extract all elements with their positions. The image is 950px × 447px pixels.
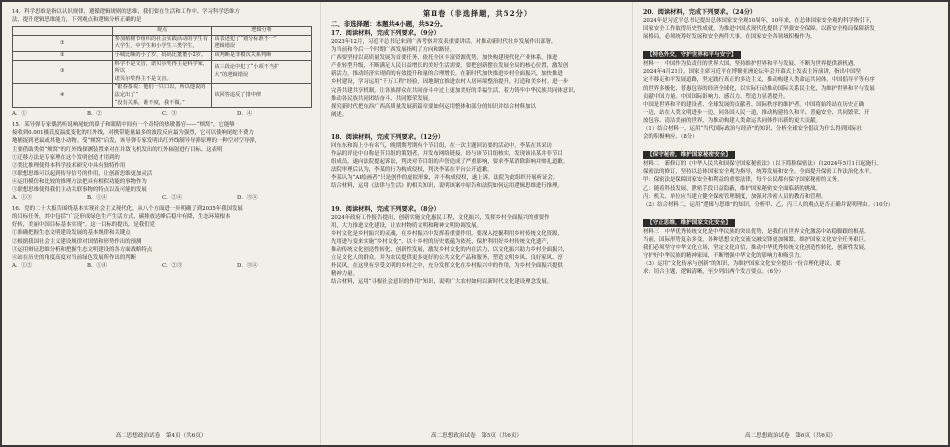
q17-text [331, 38, 624, 119]
q19-line: 乡村文化是乡村振兴的灵魂，在乡村振兴中发挥着重要作用，要深入挖掘利用乡村传统文化资源， [331, 230, 563, 237]
row-number: ② [13, 51, 113, 60]
view-line: 科学不是文盲，诺贝尔奖得主是科学家，所以 [114, 60, 209, 75]
q18-line: 作品的评论中自称是节目组的策划者，并发布网络链接。经与该节目组核实，发现该出某并非节目 [331, 151, 563, 158]
material-1 [643, 60, 940, 125]
view-line: 法定出了” [114, 91, 139, 98]
q19-heading: 19．阅读材料，完成下列要求。（8分） [331, 205, 440, 213]
sub-question-3 [643, 260, 940, 276]
table-row [13, 60, 312, 84]
q17-line: 产业转型升级，不断满足人民日益增长的美好生活需要。要把创新摆在发展全局的核心位置，激发创 [331, 63, 569, 70]
q16-line: 好转，美丽中国目标基本实现”。这一目标的提出，是我们党 [12, 222, 155, 229]
q17-line: 新活力，推动经济实现质的有效提升和量的合理增长。在新时代加快推进乡村全面振兴，加快推进 [331, 71, 563, 78]
section-tag-diplomacy: 【特色外交，守护世界和平与安宁】 [643, 51, 741, 59]
q14-table-header-num [13, 27, 113, 36]
q16-item-line: ④站在历史的角度高度对当前绿色发展所作出的判断 [12, 254, 136, 261]
page5-footer: 高二思想政治试卷 第5页（共6页） [430, 433, 523, 439]
analysis-line: 该表述犯了“划分标准不一” [214, 35, 277, 42]
material-1-line: 放包容、清洁美丽的世界，为推动构建人类命运共同体作出新的更大贡献。 [643, 117, 821, 124]
row-view [112, 51, 212, 60]
material-1-line: 材料一 中国作为负责任的世界大国，坚持维护世界和平与发展，不断为世界提供新机遇。 [643, 61, 859, 68]
q15-line: 地捕捉到老鼠或其他小动物。受“颊窝”启发，该导弹专家发明出红外线制导导弹原理的一种空对空导弹， [12, 138, 261, 145]
q15-item-line: ①迁移方法是专家理在这个发明创造才用到的 [12, 154, 120, 161]
q14-option-d[interactable]: D．④ [237, 111, 253, 118]
sub-question-1-line: 会的积极响应。（8分） [643, 134, 698, 141]
view-line: 参加植树节组织的社会实践活动的学生有 [114, 35, 209, 42]
q15-item-line: ⑤联想思维使得我们主动关联事物的特点以及可能的发展 [12, 186, 147, 193]
exam-page-6 [632, 2, 948, 445]
material-2-line: 甲：保密法是保障国家安全和利益的重要法律，每个公民都有保守国家秘密的义务。 [643, 177, 843, 184]
q16-item-line: ③运用辩证思维分析和把握生态文明建设的各方面战略特点 [12, 246, 153, 253]
q15-text [12, 121, 312, 194]
analysis-line: 大”的逻辑错误 [214, 71, 249, 78]
q17-line: 2023年12月，习近平总书记来到广西考察并发表重要讲话，对推动新时代壮乡发展作出部署， [331, 39, 557, 45]
view-line: 诺贝尔奖得主不是文盲。 [114, 75, 172, 82]
q15-option-d[interactable]: D．③④ [237, 195, 258, 202]
q14-options [12, 110, 312, 118]
row-view [112, 60, 212, 84]
q14-option-b[interactable]: B．② [87, 111, 102, 118]
q16-item-line: ②根据我国社会主义建设规律对国情和形势作出的预测 [12, 238, 142, 245]
material-2-line: 材料二 新修订的《中华人民共和国保守国家秘密法》（以下简称保密法）自2024年5月1日起施行。 [643, 161, 882, 168]
view-line: “银春茶说：他们一只口以，所以他说的 [114, 84, 206, 91]
q18-line: 法院审理后认为，李某的行为构成侵权，判决李某在平台公开道歉。 [331, 167, 493, 174]
q15-line: 接收到0.001摄氏度温度变化的红外线，对携带能量最多的波段反应最为强烈，它可以使响尾蛇不费力 [12, 130, 254, 137]
view-line: 大学生，中学生和小学生三类学生。 [114, 43, 198, 50]
material-3 [643, 228, 940, 260]
q15-option-b[interactable]: B．①④ [87, 195, 108, 202]
exam-page-5 [320, 2, 632, 445]
q19-line: 精神力量。 [331, 271, 358, 278]
q15-option-a[interactable]: A．①③ [12, 195, 33, 202]
q14-option-a[interactable]: A．① [12, 111, 27, 118]
q19-line: 立足文化人的群众，并为农民提供更多更好的公共文化产品和服务，塑造文明乡风、良好家风、淳 [331, 254, 563, 261]
table-row [13, 51, 312, 60]
q18-text [331, 142, 624, 191]
answer-space[interactable] [331, 191, 624, 205]
q15-item-line: ④运用模仿和比较的推理方法把具有相似功能的事物作为 [12, 178, 147, 185]
q17-line: 为当前和今后一个时期广西发展指明了方向和路径。 [331, 47, 455, 54]
material-1-line: 贡献中国力量。中国国际影响力、感召力、塑造力显著提升。 [643, 93, 789, 100]
q16-options [12, 262, 312, 270]
q16-option-a[interactable]: A．①② [12, 262, 33, 269]
q17-line: 推动各民族共同团结奋斗、共同繁荣发展。 [331, 95, 434, 102]
row-analysis [212, 35, 312, 51]
q19-line: 先用进与变来实施“乡村文化”，以十乡村的历史底蕴为依托，保护利用好乡村传统文化遗产， [331, 238, 553, 245]
section-tag-secrecy: 【保守秘密，维护国家秘密安全】 [643, 151, 735, 159]
sub-question-3-line: （3）运用“文化传承与创新”的知识，为维护国家文化安全提出一份合理化建议。要 [643, 261, 841, 268]
volume-title: 第Ⅱ卷（非选择题，共52分） [422, 9, 533, 18]
material-3-line: 当前，国际形势复杂多变，各种思想文化交流交融交锋更加频繁，维护国家文化安全任务艰巨。 [643, 236, 870, 243]
q14-table [12, 26, 312, 108]
material-2-line: 丙：机关、单位应当建立健全保密管理制度，加强对涉密人员的教育和管理。 [643, 193, 827, 200]
q14-table-header-analysis: 逻辑分析 [212, 27, 312, 36]
sub-question-2 [643, 201, 940, 209]
q18-heading: 18．阅读材料，完成下列要求。（12分） [331, 133, 445, 141]
q14-option-c[interactable]: C．③ [162, 111, 177, 118]
q19-line: 用，大力推进文化建设，让农村物质文明和精神文明协调发展。 [331, 222, 482, 229]
material-1-line: 2024年4月21日，国家主席习近平在博鳌亚洲论坛年会开幕式上发表主旨演讲，指出中国坚 [643, 69, 862, 76]
q15-item-line: ③联想思维可以起到传导信号的作用，让创新思维更加灵活 [12, 170, 153, 177]
section-title: 二、非选择题：本题共4小题，共52分。 [331, 20, 447, 28]
q18-line: 组成员，遂向法院提起诉讼，判决对节目组的声誉造成了严重影响，要求李某消除影响并赔礼道歉。 [331, 159, 569, 166]
q16-option-d[interactable]: D．③④ [237, 262, 258, 269]
table-row [13, 35, 312, 51]
sub-question-1-line: （1）结合材料一，运用“当代国际政治与经济”的知识，分析全球安全倡议为什么得到国际社 [643, 126, 863, 133]
row-analysis [212, 60, 312, 84]
q16-item-line: ①准确把握生态文明建设发展的基本规律和关键点 [12, 230, 131, 237]
q19-text [331, 214, 624, 287]
row-analysis [212, 84, 312, 108]
q14-stem [12, 8, 312, 24]
row-number: ③ [13, 60, 113, 84]
q20-intro-line: 2024年是习近平总书记提出总体国家安全观10周年。10年来，在总体国家安全观的科学指引下， [643, 18, 876, 24]
q20-heading: 20．阅读材料，完成下列要求。（24分） [643, 9, 757, 16]
q16-option-b[interactable]: B．①④ [87, 262, 108, 269]
table-row [13, 84, 312, 108]
sub-question-3-line: 求：切合主题，逻辑清晰，至少列出两个发言要点。（6分） [643, 269, 784, 276]
exam-page-4 [2, 2, 320, 445]
row-number: ④ [13, 84, 113, 108]
q16-option-c[interactable]: C．②③ [162, 262, 183, 269]
q17-heading: 17．阅读材料，完成下列要求。（9分） [331, 30, 440, 37]
q16-line: 的目标任务，其中包括“广泛形成绿色生产生活方式，碳排放达峰后稳中有降，生态环境根本 [12, 214, 231, 221]
material-2 [643, 160, 940, 200]
q14-stem-line: 法，提升逻辑思维能力，下列观点和逻辑分析正确的是 [12, 17, 142, 24]
q15-option-c[interactable]: C．②④ [162, 195, 183, 202]
analysis-line: 该三段论中犯了“小项不当扩 [214, 64, 280, 71]
q18-line: 结合材料，运用《法律与生活》的相关知识，说明该案中原告和法院如何运用逻辑思维进行推理。 [331, 183, 563, 190]
row-analysis [212, 51, 312, 60]
q17-line: 探究新时代把东西广西高质量发展新篇章要如何运用整体和部分的知识并结合材料加以 [331, 103, 536, 110]
analysis-line: 该判断是非模次关系判断 [214, 51, 272, 58]
q15-item-line: ②类比推理使得本科学技术研究中具有独特作用 [12, 162, 126, 169]
q15-options [12, 194, 312, 202]
q16-text [12, 205, 312, 262]
q17-line: 阐述。 [331, 111, 348, 118]
analysis-line: 该回答违反了排中律 [214, 91, 262, 98]
row-view [112, 35, 212, 51]
q19-line: 结合材料，运用“寻根社会意识的作用”知识，说明广大农村如何以新时代文化建设理念发展。 [331, 279, 553, 286]
material-2-line: 保密法的修订，坚持以总体国家安全观为指导，统筹发展和安全，全面提升保密工作法治化水平。 [643, 169, 875, 176]
q14-table-header-view: 观点 [112, 27, 212, 36]
q17-line: 乡村建设，学习运用“千万工程”经验，因地制宜推进农村人居环境整治提升，打造和美乡村。进一步 [331, 79, 569, 86]
q15-line: 15．某导弹专家偶然听说响尾蛇的鼻子和眼睛中间有一个奇特的热敏器官——“颊窝”，它能够 [12, 122, 235, 129]
sub-question-1 [643, 125, 940, 141]
q17-line: 完善共建共享机制，让各族群众在共同奋斗中过上更加美好的幸福生活，着力铸牢中华民族共同体意识， [331, 87, 579, 94]
material-2-line: 乙：随着科技发展，泄密手段日益隐蔽，维护国家秘密安全面临新的挑战。 [643, 185, 821, 192]
page6-footer: 高二思想政治试卷 第6页（共6页） [744, 433, 837, 439]
q19-line: 2024年政府工作报告提出，创新实施文化惠民工程，文化振兴，发挥乡村全面振兴的重要作 [331, 214, 550, 221]
row-view [112, 84, 212, 108]
row-number: ① [13, 35, 113, 51]
answer-space[interactable] [331, 119, 624, 133]
view-line: 小城比颇的小了岁，妈妈比董董小2岁。 [114, 51, 207, 58]
material-1-line: 定不移走和平发展道路，坚定践行真正的多边主义，推动构建人类命运共同体。中国倡导平等有序 [643, 77, 875, 84]
q19-line: 推动传统文化创造性转化、创新性发展，激发乡村文化的内在活力，以文化振兴助力乡村全面振兴， [331, 246, 569, 253]
analysis-line: 逻辑错误 [214, 43, 236, 50]
q20-intro-line: 展格局，必须统筹好发展和安全两件大事，在国家安全各领域积极作为。 [643, 34, 816, 41]
material-1-line: 的世界多极化、普惠包容的经济全球化，以实际行动推动国际关系民主化，为维护世界和平与发展 [643, 85, 875, 92]
material-3-line: 我们必须坚守中华文化立场，坚定文化自信，推动中华优秀传统文化创造性转化、创新性发展， [643, 244, 870, 251]
sub-question-2-line: （2）结合材料二，运用“逻辑与思维”的知识，分析甲、乙、丙三人的观点是否正确并说明理由。（10分） [643, 201, 894, 208]
material-3-line: 守护好中华民族的精神家园，不断增强中华文化的影响力和吸引力。 [643, 253, 805, 260]
material-1-line: 一边，站在人类文明进步一边，同各国人民一道，推动构建持久和平、普遍安全、共同繁荣、开 [643, 109, 870, 116]
q18-line: 回东东和海上小有名气，晚期期考期有个节目组，在一次主题回访要的活动中，李某在其采访 [331, 142, 553, 149]
q16-line: 16．党的二十大报告围绕基本实现社会主义现代化，从八个方面进一步明确了到2035年我国发展 [12, 206, 243, 213]
q20-intro-line: 国家安全工作取得历史性成就，为推进中国式现代化提供了坚强安全保障。以新安全格局保障新发 [643, 26, 875, 33]
q17-line: 广西要坚持以高质量发展为首要任务，依托全区丰富资源优势，加快构建现代化产业体系，推进 [331, 55, 558, 62]
material-3-line: 材料三 中华优秀传统文化是中华民族的突出优势，是我们在世界文化激荡中站稳脚跟的根基。 [643, 228, 870, 235]
q19-line: 朴民风，在这里有享受文明的乡村之中，充分发挥文化在乡村振兴中的作用，为乡村全面振兴提供 [331, 263, 563, 270]
material-1-line: 中国是世界和平的建设者、全球发展的贡献者、国际秩序的维护者。中国将始终站在历史正确 [643, 101, 865, 108]
q14-stem-line: 14．科学思维是指以认识规律、遵循逻辑规则的思维，我们要在生活和工作中、学习科学思维方 [12, 9, 240, 15]
q15-line: 主要借助类似“颊窝”的红外线探测装置来对在并敌飞机发出的红外辐射进行目标。这表明 [12, 146, 223, 153]
view-line: “没有关系，谁不度，我不做。” [114, 99, 185, 106]
page4-footer: 高二思想政治试卷 第4页（共6页） [115, 433, 207, 439]
q20-intro [643, 17, 940, 41]
q18-line: 李某认为“AI绘画者”只是创作的虚拟形象，并不构成侵权，遂上诉，法院为此组织开展听证会。 [331, 175, 559, 182]
section-tag-culture: 【守正思维，维护国家文化安全】 [643, 219, 735, 227]
exam-sheet [2, 2, 948, 445]
